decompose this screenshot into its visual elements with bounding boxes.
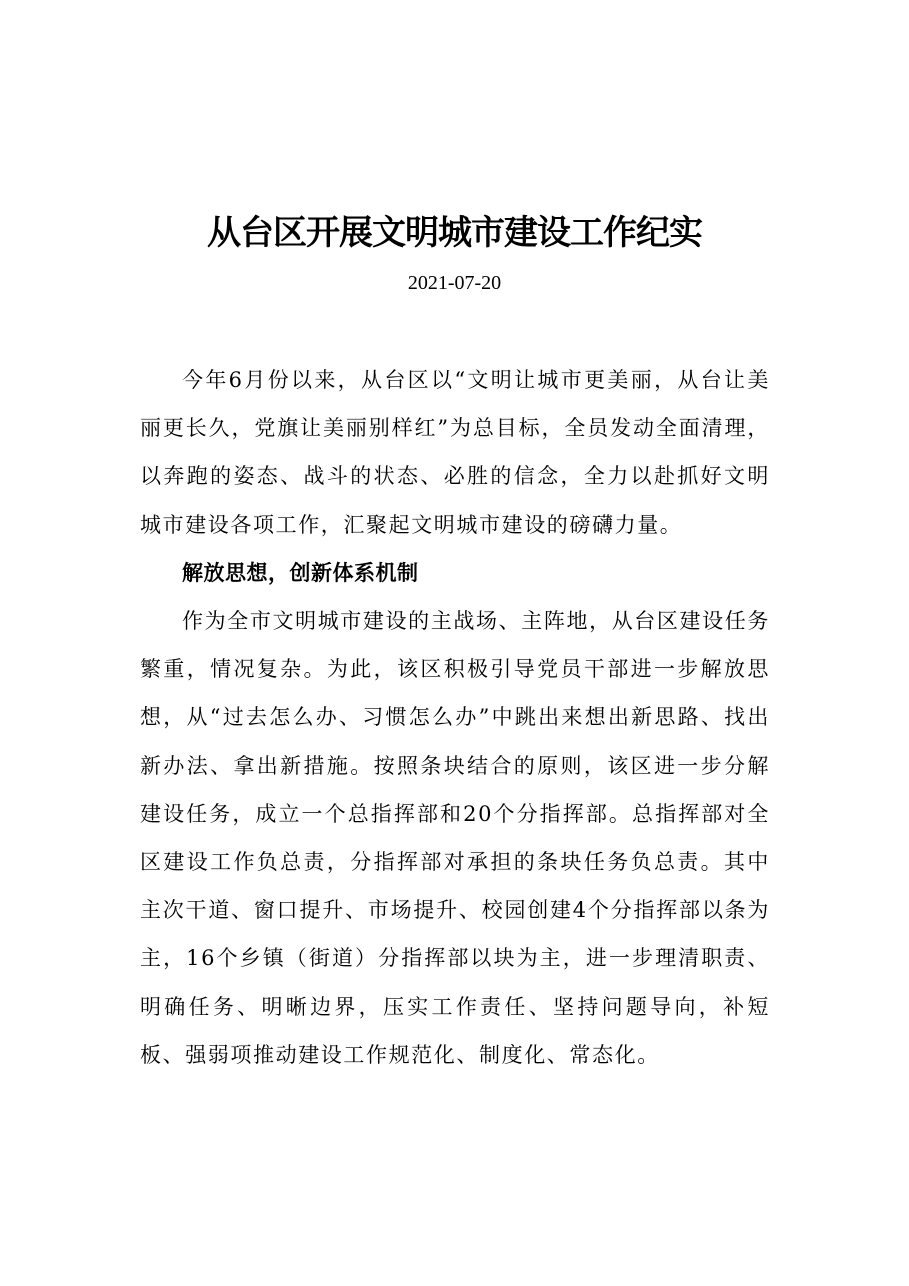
document-date: 2021-07-20 [407, 272, 502, 294]
document-title: 从台区开展文明城市建设工作纪实 [207, 213, 702, 253]
section-paragraph: 作为全市文明城市建设的主战场、主阵地，从台区建设任务繁重，情况复杂。为此，该区积极引导党员干部进一步解放思想，从“过去怎么办、习惯怎么办”中跳出来想出新思路、找出新办法、拿出新措施。按照条块结合的原则，该区进一步分解建设任务，成立一个总指挥部和20个分指挥部。总指挥部对全区建设工作负总责，分指挥部对承担的条块任务负总责。其中主次干道、窗口提升、市场提升、校园创建4个分指挥部以条为主，16个乡镇（街道）分指挥部以块为主，进一步理清职责、明确任务、明晰边界，压实工作责任、坚持问题导向，补短板、强弱项推动建设工作规范化、制度化、常态化。 [140, 609, 770, 1067]
intro-paragraph: 今年6月份以来，从台区以“文明让城市更美丽，从台让美丽更长久，党旗让美丽别样红”为总目标，全员发动全面清理，以奔跑的姿态、战斗的状态、必胜的信念，全力以赴抓好文明城市建设各项工作，汇聚起文明城市建设的磅礴力量。 [140, 368, 770, 537]
document-body [140, 356, 770, 1079]
section-heading: 解放思想，创新体系机制 [182, 560, 419, 585]
